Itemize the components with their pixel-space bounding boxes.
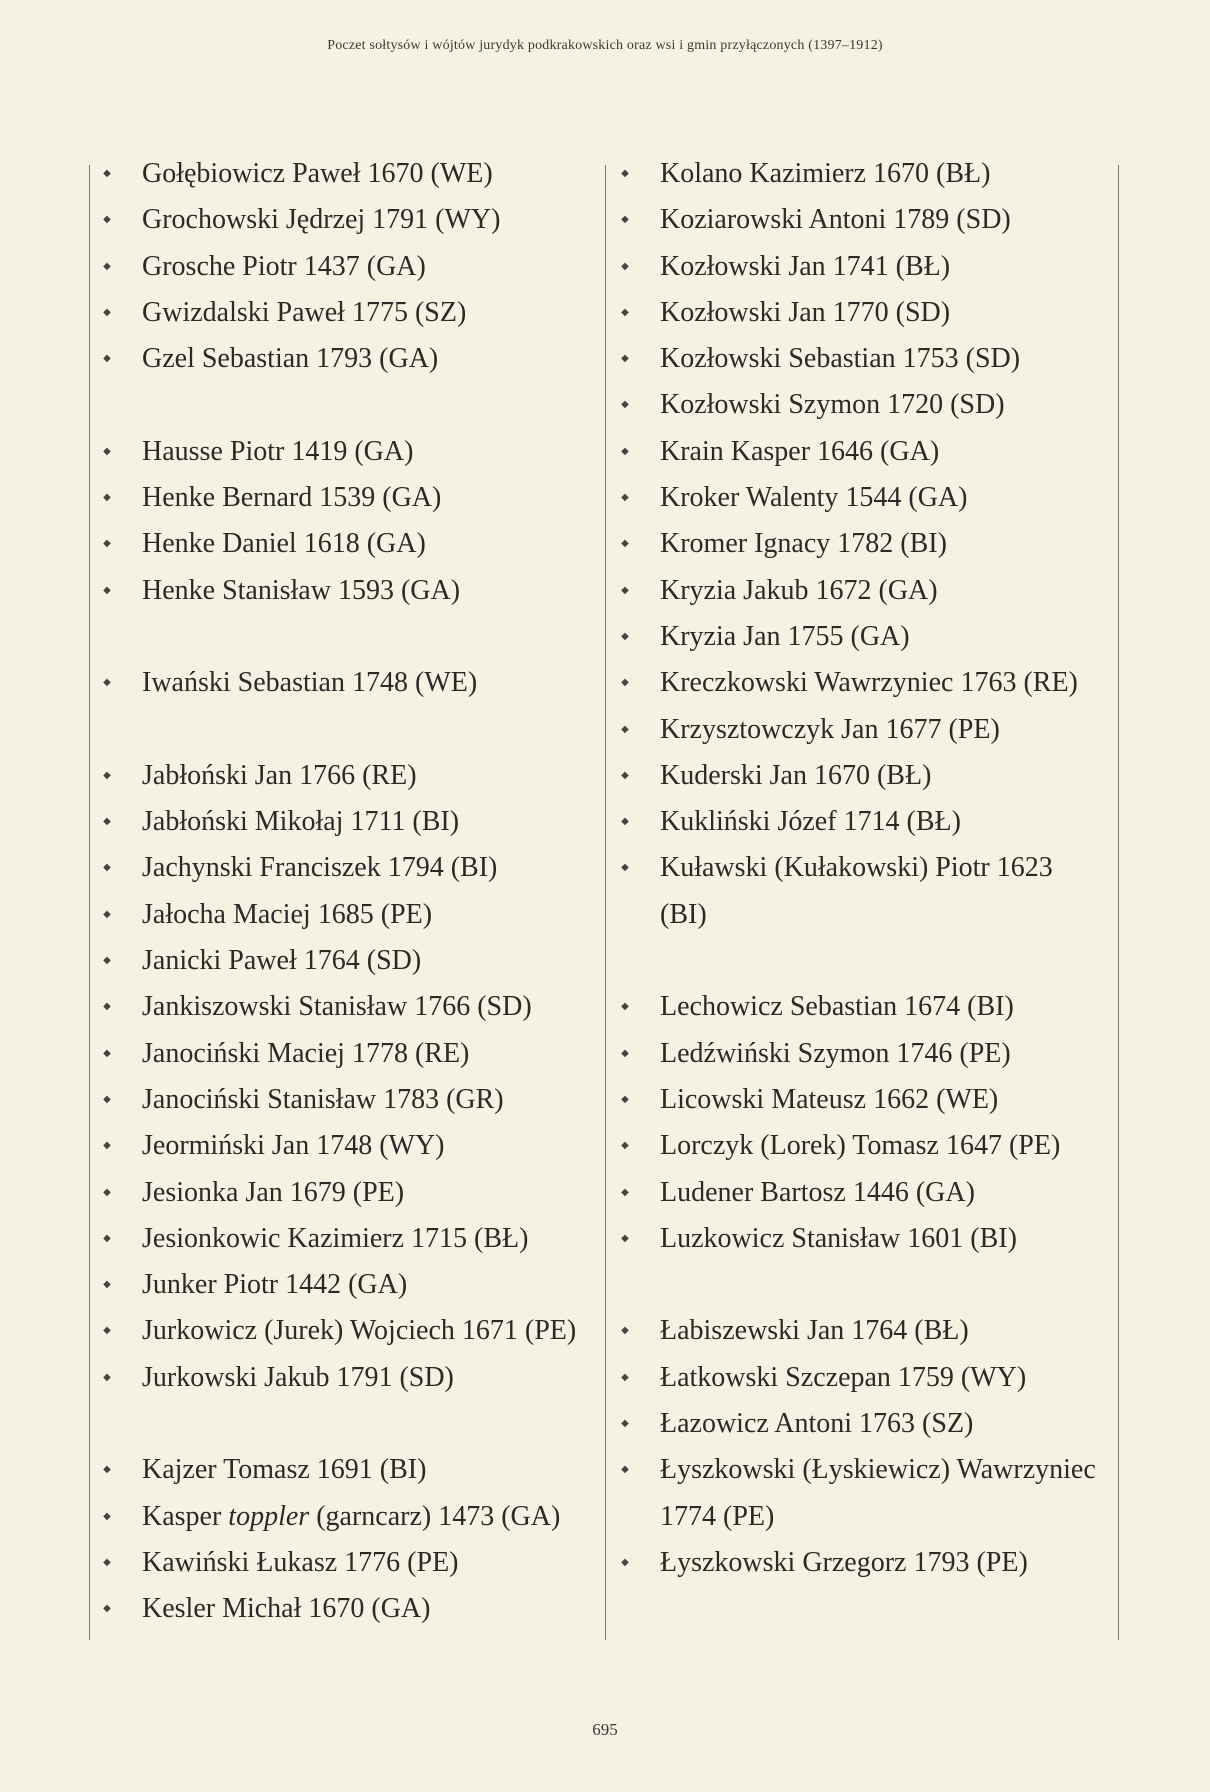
list-item: [102, 151, 602, 197]
entry-text: Ledźwiński Szymon 1746 (PE): [660, 1037, 1011, 1069]
list-item: [102, 429, 602, 475]
list-item: [620, 707, 1100, 753]
entry-text: Iwański Sebastian 1748 (WE): [142, 667, 478, 699]
list-item: [620, 197, 1100, 243]
list-item: [620, 244, 1100, 290]
bullet-icon: [620, 429, 630, 475]
entry-text: Lorczyk (Lorek) Tomasz 1647 (PE): [660, 1130, 1061, 1162]
bullet-icon: [102, 1123, 112, 1169]
list-item: [620, 1123, 1100, 1169]
entry-text: Krain Kasper 1646 (GA): [660, 435, 940, 467]
bullet-icon: [620, 1170, 630, 1216]
list-item: [102, 1031, 602, 1077]
entry-text: Grosche Piotr 1437 (GA): [142, 250, 426, 282]
bullet-icon: [102, 1170, 112, 1216]
bullet-icon: [620, 290, 630, 336]
entry-text: Kolano Kazimierz 1670 (BŁ): [660, 158, 991, 189]
entry-text: Hausse Piotr 1419 (GA): [142, 435, 414, 467]
bullet-icon: [102, 197, 112, 243]
entry-text: Kozłowski Szymon 1720 (SD): [660, 389, 1005, 421]
bullet-icon: [102, 1540, 112, 1586]
entry-text: Jankiszowski Stanisław 1766 (SD): [142, 991, 532, 1023]
list-item: [102, 1216, 602, 1262]
bullet-icon: [102, 429, 112, 475]
entry-text: Janicki Paweł 1764 (SD): [142, 945, 422, 977]
entry-text: Lechowicz Sebastian 1674 (BI): [660, 991, 1014, 1023]
entry-text: Junker Piotr 1442 (GA): [142, 1269, 408, 1301]
list-item: [620, 845, 1100, 938]
entry-text: Ludener Bartosz 1446 (GA): [660, 1176, 975, 1208]
list-item: [620, 1170, 1100, 1216]
list-item: [102, 1586, 602, 1632]
entry-text: Henke Bernard 1539 (GA): [142, 482, 442, 514]
bullet-icon: [102, 1494, 112, 1540]
entry-text: Jabłoński Mikołaj 1711 (BI): [142, 806, 460, 838]
list-item: [620, 568, 1100, 614]
entry-text: Kromer Ignacy 1782 (BI): [660, 528, 947, 560]
entry-text: Henke Stanisław 1593 (GA): [142, 574, 461, 606]
bullet-icon: [102, 1308, 112, 1354]
bullet-icon: [102, 151, 112, 197]
list-item: [102, 938, 602, 984]
entry-text: Kryzia Jan 1755 (GA): [660, 620, 910, 652]
bullet-icon: [620, 244, 630, 290]
bullet-icon: [102, 1586, 112, 1632]
list-item: [102, 1494, 602, 1540]
list-item: [102, 290, 602, 336]
bullet-icon: [620, 1447, 630, 1493]
bullet-icon: [620, 475, 630, 521]
list-item: [620, 429, 1100, 475]
bullet-icon: [620, 1308, 630, 1354]
bullet-icon: [620, 382, 630, 428]
list-item: [102, 984, 602, 1030]
entry-text: Kukliński Józef 1714 (BŁ): [660, 806, 961, 838]
entry-text: Kawiński Łukasz 1776 (PE): [142, 1546, 459, 1578]
bullet-icon: [620, 614, 630, 660]
list-item: [102, 1540, 602, 1586]
list-item: [102, 660, 602, 706]
bullet-icon: [620, 568, 630, 614]
list-item: [102, 568, 602, 614]
bullet-icon: [620, 1355, 630, 1401]
list-item: [102, 1308, 602, 1354]
list-item: [102, 892, 602, 938]
bullet-icon: [620, 1401, 630, 1447]
section-spacer: [620, 1262, 1100, 1308]
entry-text: Grochowski Jędrzej 1791 (WY): [142, 204, 501, 236]
list-item: [102, 799, 602, 845]
bullet-icon: [620, 1031, 630, 1077]
bullet-icon: [102, 1216, 112, 1262]
entry-text: Łatkowski Szczepan 1759 (WY): [660, 1361, 1027, 1393]
list-item: [102, 197, 602, 243]
entry-text: Jachynski Franciszek 1794 (BI): [142, 852, 498, 884]
entry-text-italic: toppler: [228, 1500, 310, 1532]
list-item: [102, 845, 602, 891]
list-item: [620, 1401, 1100, 1447]
bullet-icon: [102, 660, 112, 706]
entry-text: Łazowicz Antoni 1763 (SZ): [660, 1408, 974, 1440]
bullet-icon: [620, 799, 630, 845]
list-item: [620, 1031, 1100, 1077]
bullet-icon: [620, 1540, 630, 1586]
bullet-icon: [620, 660, 630, 706]
entry-text: Luzkowicz Stanisław 1601 (BI): [660, 1222, 1017, 1254]
entry-text: Kozłowski Jan 1770 (SD): [660, 296, 951, 328]
entry-text: Gwizdalski Paweł 1775 (SZ): [142, 296, 467, 328]
bullet-icon: [102, 475, 112, 521]
running-header: Poczet sołtysów i wójtów jurydyk podkrakowskich oraz wsi i gmin przyłączonych (1397–1912): [327, 38, 883, 53]
bullet-icon: [102, 568, 112, 614]
section-spacer: [102, 614, 602, 660]
section-spacer: [102, 382, 602, 428]
entry-text: Łabiszewski Jan 1764 (BŁ): [660, 1315, 969, 1347]
bullet-icon: [620, 151, 630, 197]
entry-text: Kajzer Tomasz 1691 (BI): [142, 1454, 427, 1486]
bullet-icon: [620, 197, 630, 243]
list-item: [102, 475, 602, 521]
left-column: [102, 151, 602, 1633]
list-item: [102, 753, 602, 799]
list-item: [102, 1123, 602, 1169]
entry-text: Jeormiński Jan 1748 (WY): [142, 1130, 445, 1162]
bullet-icon: [102, 521, 112, 567]
list-item: [620, 151, 1100, 197]
entry-text: Łyszkowski (Łyskiewicz) Wawrzyniec 1774 (PE): [660, 1454, 1096, 1532]
list-item: [102, 1077, 602, 1123]
list-item: [102, 1447, 602, 1493]
bullet-icon: [620, 707, 630, 753]
entry-text: Henke Daniel 1618 (GA): [142, 528, 426, 560]
bullet-icon: [620, 753, 630, 799]
page-number: 695: [592, 1720, 618, 1739]
entry-text: Łyszkowski Grzegorz 1793 (PE): [660, 1546, 1028, 1578]
bullet-icon: [102, 1031, 112, 1077]
list-item: [620, 1308, 1100, 1354]
entry-text: Koziarowski Antoni 1789 (SD): [660, 204, 1011, 236]
entry-text: Kroker Walenty 1544 (GA): [660, 482, 968, 514]
entry-text: [142, 1501, 560, 1532]
list-item: [620, 1540, 1100, 1586]
list-item: [620, 521, 1100, 567]
bullet-icon: [620, 1216, 630, 1262]
entry-text: Kesler Michał 1670 (GA): [142, 1593, 431, 1625]
bullet-icon: [102, 938, 112, 984]
list-item: [102, 1262, 602, 1308]
entry-text: Jurkowicz (Jurek) Wojciech 1671 (PE): [142, 1315, 577, 1347]
list-item: [620, 753, 1100, 799]
section-spacer: [102, 1401, 602, 1447]
entry-text: Kuderski Jan 1670 (BŁ): [660, 759, 932, 791]
list-item: [102, 244, 602, 290]
left-rule: [89, 165, 90, 1640]
list-item: [620, 1447, 1100, 1540]
bullet-icon: [102, 799, 112, 845]
bullet-icon: [102, 290, 112, 336]
entry-text-part: (garncarz) 1473 (GA): [309, 1500, 561, 1532]
bullet-icon: [102, 1262, 112, 1308]
list-item: [620, 660, 1100, 706]
entry-text: Licowski Mateusz 1662 (WE): [660, 1083, 999, 1115]
list-item: [620, 336, 1100, 382]
entry-text: Gołębiowicz Paweł 1670 (WE): [142, 158, 493, 189]
bullet-icon: [620, 845, 630, 891]
entry-text: Kryzia Jakub 1672 (GA): [660, 574, 938, 606]
entry-text: Jesionkowic Kazimierz 1715 (BŁ): [142, 1222, 529, 1254]
list-item: [620, 475, 1100, 521]
bullet-icon: [102, 892, 112, 938]
list-item: [102, 1170, 602, 1216]
bullet-icon: [620, 1123, 630, 1169]
list-item: [620, 799, 1100, 845]
entry-text: Kozłowski Jan 1741 (BŁ): [660, 250, 951, 282]
section-spacer: [102, 707, 602, 753]
entry-text: Jabłoński Jan 1766 (RE): [142, 759, 417, 791]
list-item: [102, 521, 602, 567]
list-item: [620, 382, 1100, 428]
bullet-icon: [102, 845, 112, 891]
section-spacer: [620, 938, 1100, 984]
entry-text: Janociński Stanisław 1783 (GR): [142, 1083, 504, 1115]
entry-text: Jurkowski Jakub 1791 (SD): [142, 1361, 454, 1393]
entry-text: Krzysztowczyk Jan 1677 (PE): [660, 713, 1000, 745]
bullet-icon: [620, 1077, 630, 1123]
bullet-icon: [620, 336, 630, 382]
entry-text: Kozłowski Sebastian 1753 (SD): [660, 343, 1021, 375]
bullet-icon: [102, 1355, 112, 1401]
bullet-icon: [620, 521, 630, 567]
list-item: [620, 614, 1100, 660]
list-item: [620, 984, 1100, 1030]
entry-text: Gzel Sebastian 1793 (GA): [142, 343, 439, 375]
entry-text: Kuławski (Kułakowski) Piotr 1623 (BI): [660, 852, 1053, 930]
bullet-icon: [102, 244, 112, 290]
entry-text-part: Kasper: [142, 1500, 229, 1532]
bullet-icon: [102, 753, 112, 799]
list-item: [620, 1355, 1100, 1401]
list-item: [620, 1216, 1100, 1262]
bullet-icon: [102, 336, 112, 382]
entry-text: Janociński Maciej 1778 (RE): [142, 1037, 470, 1069]
list-item: [620, 1077, 1100, 1123]
bullet-icon: [620, 984, 630, 1030]
entry-text: Kreczkowski Wawrzyniec 1763 (RE): [660, 667, 1078, 699]
bullet-icon: [102, 1077, 112, 1123]
bullet-icon: [102, 1447, 112, 1493]
bullet-icon: [102, 984, 112, 1030]
right-rule: [1118, 165, 1119, 1640]
list-item: [102, 336, 602, 382]
center-rule: [605, 165, 606, 1640]
list-item: [102, 1355, 602, 1401]
entry-text: Jałocha Maciej 1685 (PE): [142, 898, 433, 930]
entry-text: Jesionka Jan 1679 (PE): [142, 1176, 405, 1208]
list-item: [620, 290, 1100, 336]
right-column: [620, 151, 1100, 1586]
